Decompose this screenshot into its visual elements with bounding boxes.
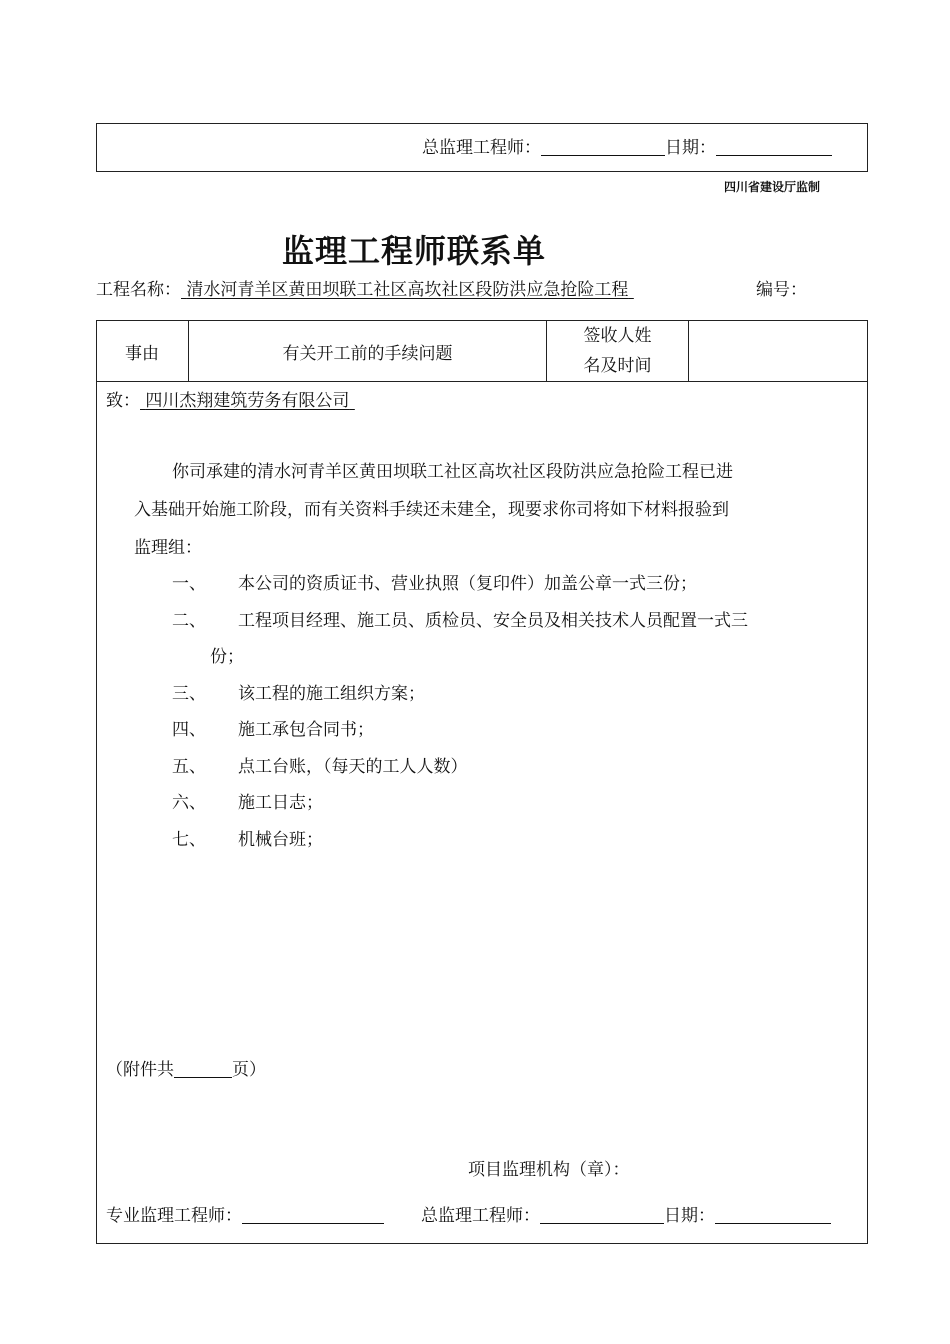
list-item-text: 该工程的施工组织方案； [238,683,425,704]
footer-chief-signature [421,1201,831,1226]
signer-label-line1: 签收人姓 [583,326,652,346]
matter-value: 有关开工前的手续问题 [282,343,453,364]
body-paragraph-line-1: 你司承建的清水河青羊区黄田坝联工社区高坎社区段防洪应急抢险工程已进 [172,462,733,482]
list-item-continuation: 份； [210,647,244,667]
specialist-engineer-label: 专业监理工程师： [106,1206,242,1226]
recipient-line [106,386,355,411]
top-date-blank[interactable] [716,154,832,156]
list-item-number: 二、 [172,610,206,631]
top-signature-box [96,123,868,172]
body-paragraph-line-2: 入基础开始施工阶段，而有关资料手续还未建全，现要求你司将如下材料报验到 [134,500,729,520]
body-paragraph-line-3: 监理组： [134,538,202,558]
footer-date-label: 日期： [664,1206,715,1226]
top-chief-signature [422,133,832,158]
specialist-engineer-blank[interactable] [242,1222,384,1224]
form-title: 监理工程师联系单 [282,232,547,270]
project-name-line [96,275,634,300]
list-item-number: 七、 [172,829,206,850]
matter-value-cell [189,320,546,382]
signer-label-cell [547,320,688,382]
top-chief-label: 总监理工程师： [422,138,541,158]
matter-label: 事由 [125,343,159,364]
attachment-line [106,1055,266,1080]
top-date-label: 日期： [665,138,716,158]
list-item-number: 三、 [172,683,206,704]
list-item-text: 工程项目经理、施工员、质检员、安全员及相关技术人员配置一式三 [238,610,748,631]
list-item-text: 施工承包合同书； [238,720,374,740]
list-item-text: 点工台账，（每天的工人人数） [238,756,468,777]
footer-date-blank[interactable] [715,1222,831,1224]
footer-chief-blank[interactable] [540,1222,664,1224]
serial-number-label: 编号： [756,280,807,300]
top-chief-blank[interactable] [541,154,665,156]
recipient-company: 四川杰翔建筑劳务有限公司 [145,391,350,411]
recipient-label: 致： [106,391,140,411]
supervision-org-label: 项目监理机构（章）： [468,1160,630,1180]
attachment-count-blank[interactable] [174,1076,232,1078]
signer-value-cell[interactable] [689,320,867,382]
footer-signature-line [106,1201,384,1226]
issuer-credit: 四川省建设厅监制 [723,180,820,194]
list-item-number: 六、 [172,793,206,813]
signer-label-line2: 名及时间 [583,356,652,376]
list-item-number: 一、 [172,574,206,594]
list-item-text: 施工日志； [238,793,323,813]
list-item-text: 机械台班； [238,829,323,850]
footer-chief-label: 总监理工程师： [421,1206,540,1226]
project-name-value: 清水河青羊区黄田坝联工社区高坎社区段防洪应急抢险工程 [186,280,629,300]
attachment-suffix: 页） [232,1060,266,1080]
matter-label-cell [96,320,188,382]
list-item-text: 本公司的资质证书、营业执照（复印件）加盖公章一式三份； [238,574,697,594]
attachment-prefix: （附件共 [106,1060,174,1080]
list-item-number: 五、 [172,756,206,777]
list-item-number: 四、 [172,720,206,740]
project-name-label: 工程名称： [96,280,181,300]
